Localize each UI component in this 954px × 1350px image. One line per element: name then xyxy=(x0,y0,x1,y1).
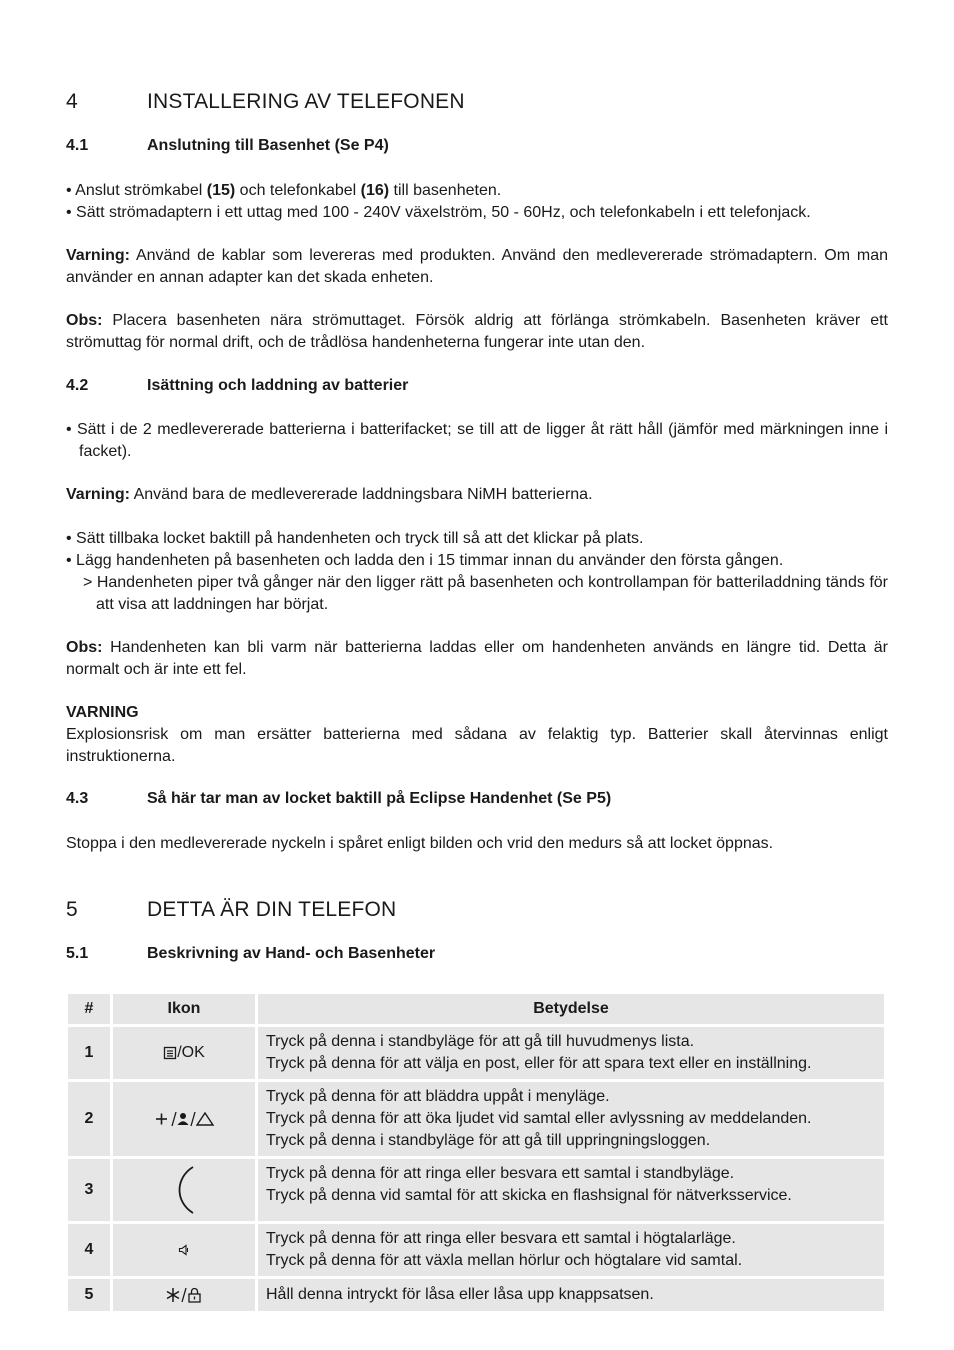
bullet-insert-batteries: • Sätt i de 2 medlevererade batterierna i batterifacket; se till att de ligger åt rätt håll (jämför med märkningen inne i facket). xyxy=(66,421,888,460)
talk-icon xyxy=(171,1181,197,1198)
table-row xyxy=(68,1082,884,1156)
subsection-number: 4.1 xyxy=(66,137,89,154)
warning-title: VARNING xyxy=(66,704,139,721)
row-number: 4 xyxy=(68,1224,110,1276)
description-cell: Tryck på denna för att ringa eller besvara ett samtal i högtalarläge. Tryck på denna för att växla mellan hörlur och högtalare vid samtal. xyxy=(258,1224,884,1276)
cover-removal-text: Stoppa i den medlevererade nyckeln i spåret enligt bilden och vrid den medurs så att locket öppnas. xyxy=(66,835,774,852)
warning-paragraph: Varning: Använd bara de medlevererade laddningsbara NiMH batterierna. xyxy=(66,486,593,503)
table-row xyxy=(68,1159,884,1221)
bullet-power-adapter: • Sätt strömadaptern i ett uttag med 100 - 240V växelström, 50 - 60Hz, och telefonkabeln i ett telefonjack. xyxy=(66,204,811,221)
sub-bullet-charging-beep: > Handenheten piper två gånger när den ligger rätt på basenheten och kontrollampan för batteriladdning tänds för att visa att laddningen har börjat. xyxy=(83,574,888,613)
subsection-number: 4.2 xyxy=(66,377,89,394)
icon-cell xyxy=(113,1159,255,1221)
bullet-connect-cables: • Anslut strömkabel (15) och telefonkabel (16) till basenheten. xyxy=(66,182,502,199)
button-description-table xyxy=(65,991,887,1314)
row-number: 3 xyxy=(68,1159,110,1221)
subsection-number: 5.1 xyxy=(66,945,89,962)
speaker-icon xyxy=(178,1241,190,1258)
bullet-replace-cover: • Sätt tillbaka locket baktill på handenheten och tryck till så att det klickar på plats. xyxy=(66,530,644,547)
subsection-title: Så här tar man av locket baktill på Eclipse Handenhet (Se P5) xyxy=(147,790,612,807)
description-cell: Tryck på denna för att ringa eller besvara ett samtal i standbyläge. Tryck på denna vid samtal för att skicka en flashsignal för nätverksservice. xyxy=(258,1159,884,1221)
menu-ok-icon xyxy=(163,1044,177,1061)
icon-cell xyxy=(113,1224,255,1276)
table-header: # xyxy=(68,994,110,1024)
section-title: DETTA ÄR DIN TELEFON xyxy=(147,898,397,921)
description-cell: Tryck på denna i standbyläge för att gå till huvudmenys lista. Tryck på denna för att välja en post, eller för att spara text eller en inställning. xyxy=(258,1027,884,1079)
icon-label: /OK xyxy=(177,1044,205,1061)
bullet-charge-handset: • Lägg handenheten på basenheten och ladda den i 15 timmar innan du använder den första gången. xyxy=(66,552,784,569)
description-cell: Tryck på denna för att bläddra uppåt i menyläge. Tryck på denna för att öka ljudet vid samtal eller avlyssning av meddelanden. Tryck på denna i standbyläge för att gå till uppringningsloggen. xyxy=(258,1082,884,1156)
warning-paragraph: Varning: Använd de kablar som levereras med produkten. Använd den medlevererade strömadaptern. Om man använder en annan adapter kan det skada enheten. xyxy=(66,247,888,286)
section-number: 4 xyxy=(66,90,78,113)
description-cell: Håll denna intryckt för låsa eller låsa upp knappsatsen. xyxy=(258,1279,884,1311)
section-title: INSTALLERING AV TELEFONEN xyxy=(147,90,465,113)
icon-cell xyxy=(113,1279,255,1311)
icon-cell xyxy=(113,1082,255,1156)
subsection-title: Isättning och laddning av batterier xyxy=(147,377,409,394)
table-header: Betydelse xyxy=(258,994,884,1024)
row-number: 5 xyxy=(68,1279,110,1311)
note-paragraph: Obs: Placera basenheten nära strömuttaget. Försök aldrig att förlänga strömkabeln. Basenheten kräver ett strömuttag för normal drift, och de trådlösa handenheterna fungerar inte utan den. xyxy=(66,312,888,351)
icon-cell xyxy=(113,1027,255,1079)
table-header-row xyxy=(68,994,884,1024)
section-number: 5 xyxy=(66,898,78,921)
subsection-title: Anslutning till Basenhet (Se P4) xyxy=(147,137,389,154)
table-row xyxy=(68,1224,884,1276)
table-row xyxy=(68,1279,884,1311)
row-number: 2 xyxy=(68,1082,110,1156)
subsection-number: 4.3 xyxy=(66,790,89,807)
star-lock-icon xyxy=(164,1286,204,1303)
plus-contact-up-icon xyxy=(153,1110,215,1127)
table-row xyxy=(68,1027,884,1079)
table-header: Ikon xyxy=(113,994,255,1024)
subsection-title: Beskrivning av Hand- och Basenheter xyxy=(147,945,436,962)
note-paragraph: Obs: Handenheten kan bli varm när batterierna laddas eller om handenheten används en längre tid. Detta är normalt och är inte ett fel. xyxy=(66,639,888,678)
row-number: 1 xyxy=(68,1027,110,1079)
warning-text: Explosionsrisk om man ersätter batterierna med sådana av felaktig typ. Batterier skall återvinnas enligt instruktionerna. xyxy=(66,726,888,765)
